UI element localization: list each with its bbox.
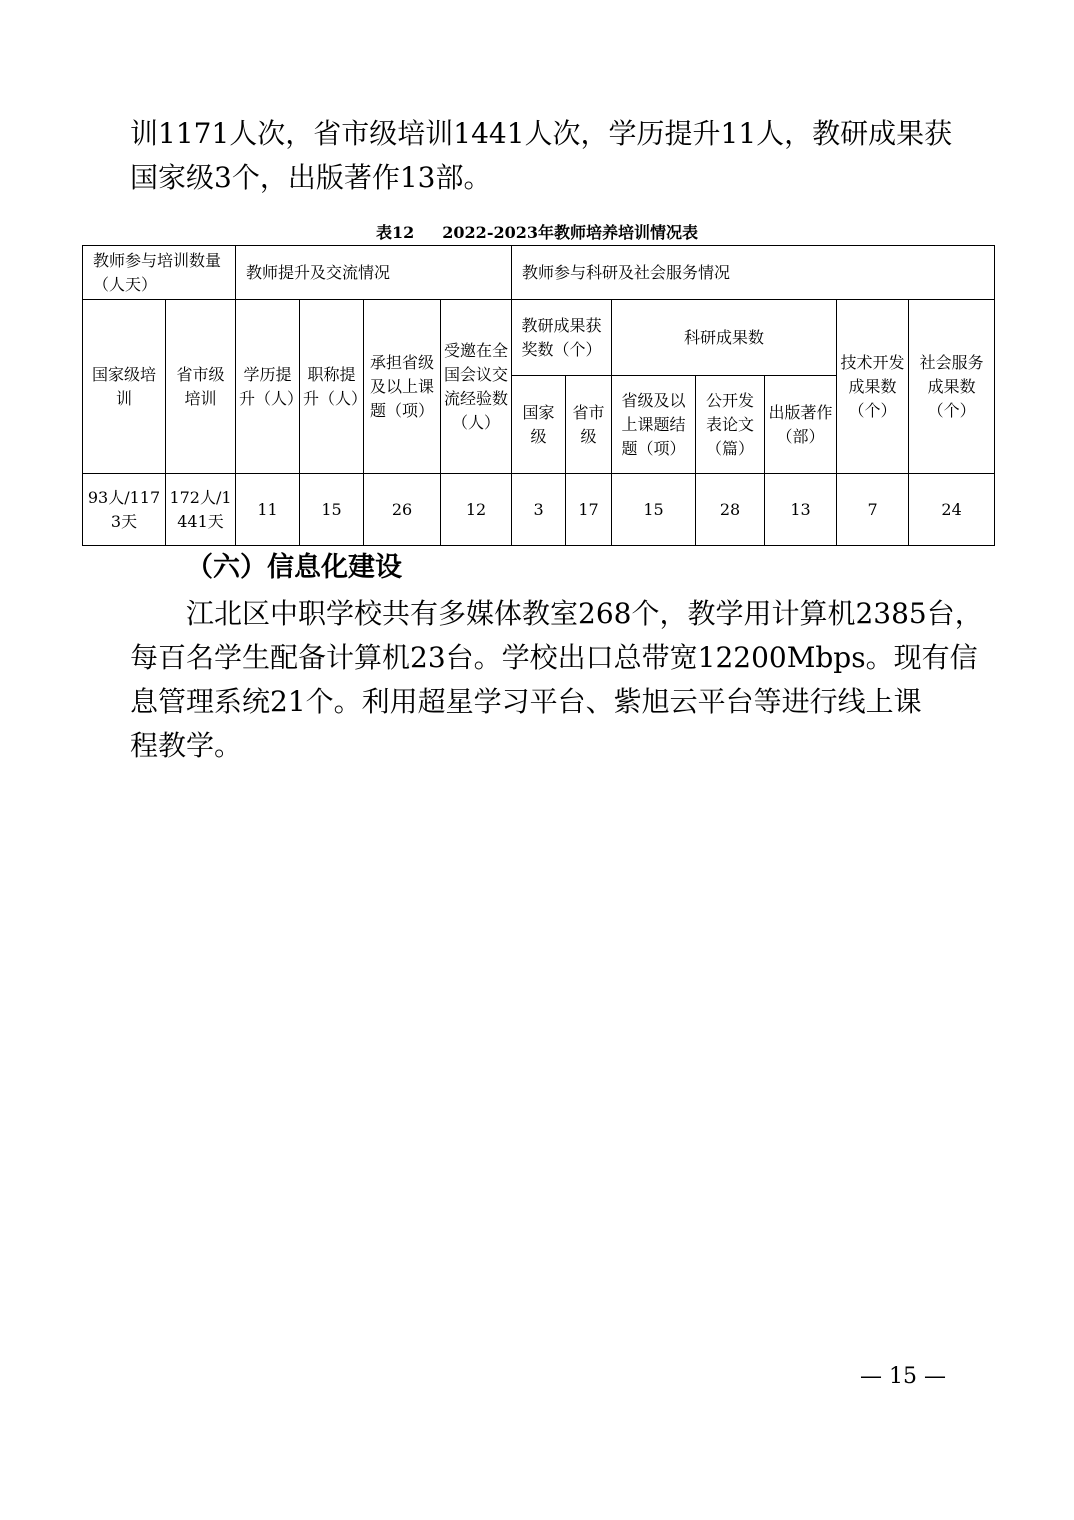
header-awards: 教研成果获奖数（个） <box>512 300 612 376</box>
section-heading: （六）信息化建设 <box>186 552 402 583</box>
cell-books: 13 <box>765 474 837 546</box>
header-tech-dev: 技术开发成果数（个） <box>837 300 909 474</box>
cell-award-provincial: 17 <box>566 474 612 546</box>
section-line: 息管理系统21个。利用超星学习平台、紫旭云平台等进行线上课 <box>130 685 922 718</box>
intro-line: 训1171人次，省市级培训1441人次，学历提升11人，教研成果获 <box>130 117 953 150</box>
table-row <box>83 474 995 546</box>
teacher-training-table <box>82 245 995 546</box>
cell-degree: 11 <box>236 474 300 546</box>
header-social-service: 社会服务成果数（个） <box>909 300 995 474</box>
group-header-training: 教师参与培训数量（人天） <box>83 246 236 300</box>
header-national-training: 国家级培训 <box>83 300 166 474</box>
header-research-results: 科研成果数 <box>612 300 837 376</box>
section-paragraph <box>130 592 983 768</box>
table-caption-number: 表12 <box>376 223 415 242</box>
header-title-promotion: 职称提升（人） <box>300 300 364 474</box>
header-books: 出版著作（部） <box>765 376 837 474</box>
header-projects: 承担省级及以上课题（项） <box>364 300 441 474</box>
cell-invited: 12 <box>441 474 512 546</box>
table-caption <box>0 220 1074 243</box>
cell-papers: 28 <box>696 474 765 546</box>
section-line: 江北区中职学校共有多媒体教室268个，教学用计算机2385台， <box>186 597 983 630</box>
header-provincial-training: 省市级培训 <box>166 300 236 474</box>
cell-concluded: 15 <box>612 474 696 546</box>
header-award-provincial: 省市级 <box>566 376 612 474</box>
header-papers: 公开发表论文（篇） <box>696 376 765 474</box>
group-header-research: 教师参与科研及社会服务情况 <box>512 246 995 300</box>
cell-award-national: 3 <box>512 474 566 546</box>
header-invited: 受邀在全国会议交流经验数（人） <box>441 300 512 474</box>
cell-projects: 26 <box>364 474 441 546</box>
intro-paragraph <box>130 112 960 200</box>
header-concluded: 省级及以上课题结题（项） <box>612 376 696 474</box>
table-caption-title: 2022-2023年教师培养培训情况表 <box>442 223 698 242</box>
page-number: — 15 — <box>860 1364 946 1389</box>
cell-title: 15 <box>300 474 364 546</box>
section-line: 每百名学生配备计算机23台。学校出口总带宽12200Mbps。现有信 <box>130 641 978 674</box>
cell-national-training: 93人/1173天 <box>83 474 166 546</box>
cell-tech-dev: 7 <box>837 474 909 546</box>
section-line: 程教学。 <box>130 729 243 762</box>
header-award-national: 国家级 <box>512 376 566 474</box>
cell-provincial-training: 172人/1441天 <box>166 474 236 546</box>
group-header-promotion: 教师提升及交流情况 <box>236 246 512 300</box>
intro-line: 国家级3个，出版著作13部。 <box>130 161 492 194</box>
header-degree-promotion: 学历提升（人） <box>236 300 300 474</box>
cell-social-service: 24 <box>909 474 995 546</box>
